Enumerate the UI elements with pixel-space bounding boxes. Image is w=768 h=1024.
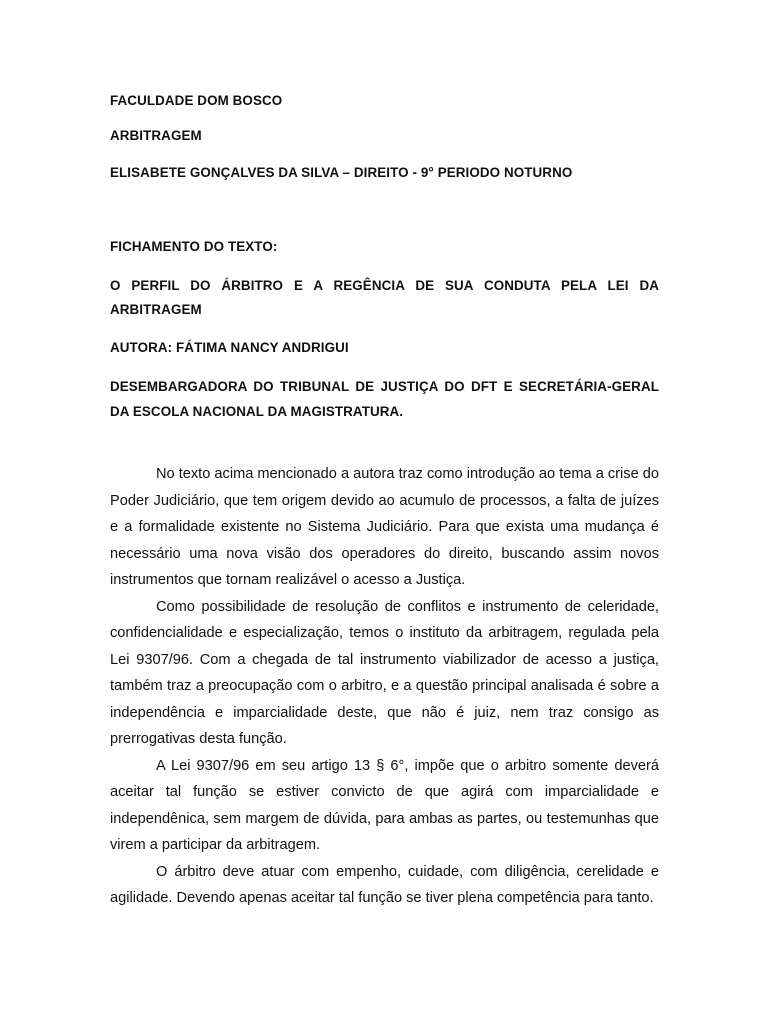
paragraph-3 — [110, 753, 659, 859]
paragraph-3-text: A Lei 9307/96 em seu artigo 13 § 6°, impõe que o arbitro somente deverá aceitar tal função se estiver convicto de que agirá com imparcialidade e independênica, sem margem de dúvida, para ambas as partes, ou testemunhas que virem a participar da arbitragem. — [110, 757, 659, 853]
paragraph-2-text: Como possibilidade de resolução de conflitos e instrumento de celeridade, confidencialidade e especialização, temos o instituto da arbitragem, regulada pela Lei 9307/96. Com a chegada de tal instrumento viabilizador de acesso a justiça, também traz a preocupação com o arbitro, e a questão principal analisada é sobre a independência e imparcialidade deste, que não é juiz, nem traz consigo as prerrogativas desta função. — [110, 598, 659, 747]
fichamento-label: FICHAMENTO DO TEXTO: — [110, 239, 278, 254]
paragraph-2 — [110, 594, 659, 753]
text-title: O PERFIL DO ÁRBITRO E A REGÊNCIA DE SUA CONDUTA PELA LEI DA ARBITRAGEM — [110, 278, 659, 317]
student-info: ELISABETE GONÇALVES DA SILVA – DIREITO - 9° PERIODO NOTURNO — [110, 165, 573, 180]
institution-name: FACULDADE DOM BOSCO — [110, 93, 283, 108]
paragraph-4-text: O árbitro deve atuar com empenho, cuidade, com diligência, cerelidade e agilidade. Devendo apenas aceitar tal função se tiver plena competência para tanto. — [110, 863, 659, 906]
paragraph-4 — [110, 859, 659, 912]
paragraph-1-text: No texto acima mencionado a autora traz como introdução ao tema a crise do Poder Judiciário, que tem origem devido ao acumulo de processos, a falta de juízes e a formalidade existente no Sistema Judiciário. Para que exista uma mudança é necessário uma nova visão dos operadores do direito, buscando assim novos instrumentos que tornam realizável o acesso a Justiça. — [110, 466, 659, 588]
paragraph-1 — [110, 461, 659, 594]
body-text — [110, 461, 659, 912]
subject-heading: ARBITRAGEM — [110, 128, 202, 143]
author-role: DESEMBARGADORA DO TRIBUNAL DE JUSTIÇA DO DFT E SECRETÁRIA-GERAL DA ESCOLA NACIONAL DA MAGISTRATURA. — [110, 379, 659, 419]
author-line: AUTORA: FÁTIMA NANCY ANDRIGUI — [110, 340, 349, 355]
